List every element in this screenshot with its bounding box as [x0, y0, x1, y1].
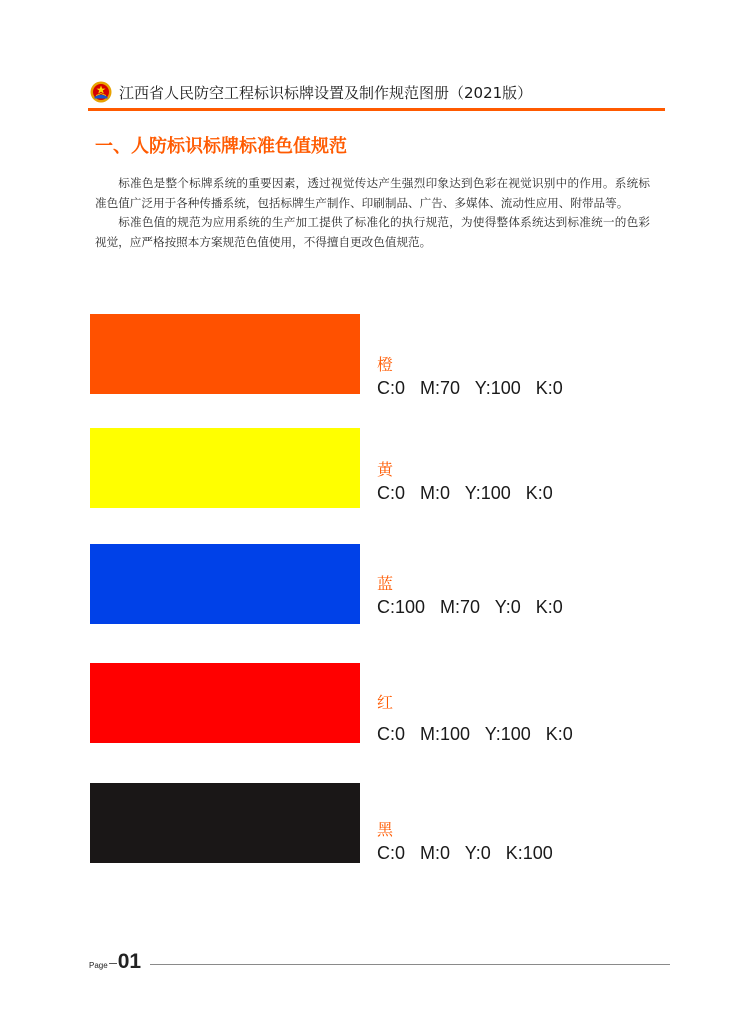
page-header	[88, 78, 668, 108]
swatch-cmyk: C:0 M:100 Y:100 K:0	[377, 724, 573, 744]
swatch-cmyk: C:0 M:70 Y:100 K:0	[377, 378, 563, 398]
page-word: Page	[89, 961, 108, 970]
page-footer	[89, 950, 141, 974]
swatch-label-red	[377, 693, 573, 745]
footer-divider	[150, 964, 670, 965]
intro-paragraph: 标准色值的规范为应用系统的生产加工提供了标准化的执行规范，为使得整体系统达到标准统一的色彩视觉，应严格按照本方案规范色值使用，不得擅自更改色值规范。	[95, 215, 650, 249]
swatch-blue	[90, 544, 360, 624]
page-number: 01	[117, 950, 142, 973]
swatch-name: 橙	[377, 355, 394, 374]
swatch-name: 黑	[377, 820, 394, 839]
header-divider	[88, 108, 665, 111]
swatch-label-orange	[377, 355, 563, 399]
swatch-red	[90, 663, 360, 743]
swatch-cmyk: C:100 M:70 Y:0 K:0	[377, 597, 563, 617]
swatch-label-black	[377, 820, 553, 864]
swatch-label-yellow	[377, 460, 553, 504]
swatch-yellow	[90, 428, 360, 508]
swatch-cmyk: C:0 M:0 Y:100 K:0	[377, 483, 553, 503]
swatch-label-blue	[377, 574, 563, 618]
civil-air-defense-emblem-icon	[90, 81, 112, 103]
swatch-cmyk: C:0 M:0 Y:0 K:100	[377, 843, 553, 863]
footer-dash	[109, 963, 117, 964]
swatch-name: 蓝	[377, 574, 394, 593]
document-title: 江西省人民防空工程标识标牌设置及制作规范图册（2021版）	[119, 84, 533, 102]
intro-paragraph: 标准色是整个标牌系统的重要因素，透过视觉传达产生强烈印象达到色彩在视觉识别中的作用。系统标准色值广泛用于各种传播系统，包括标牌生产制作、印刷制品、广告、多媒体、流动性应用、附带品等。	[95, 176, 650, 210]
swatch-name: 红	[377, 693, 394, 712]
swatch-black	[90, 783, 360, 863]
intro-text	[95, 174, 650, 252]
section-title: 一、人防标识标牌标准色值规范	[95, 136, 347, 157]
swatch-name: 黄	[377, 460, 394, 479]
swatch-orange	[90, 314, 360, 394]
